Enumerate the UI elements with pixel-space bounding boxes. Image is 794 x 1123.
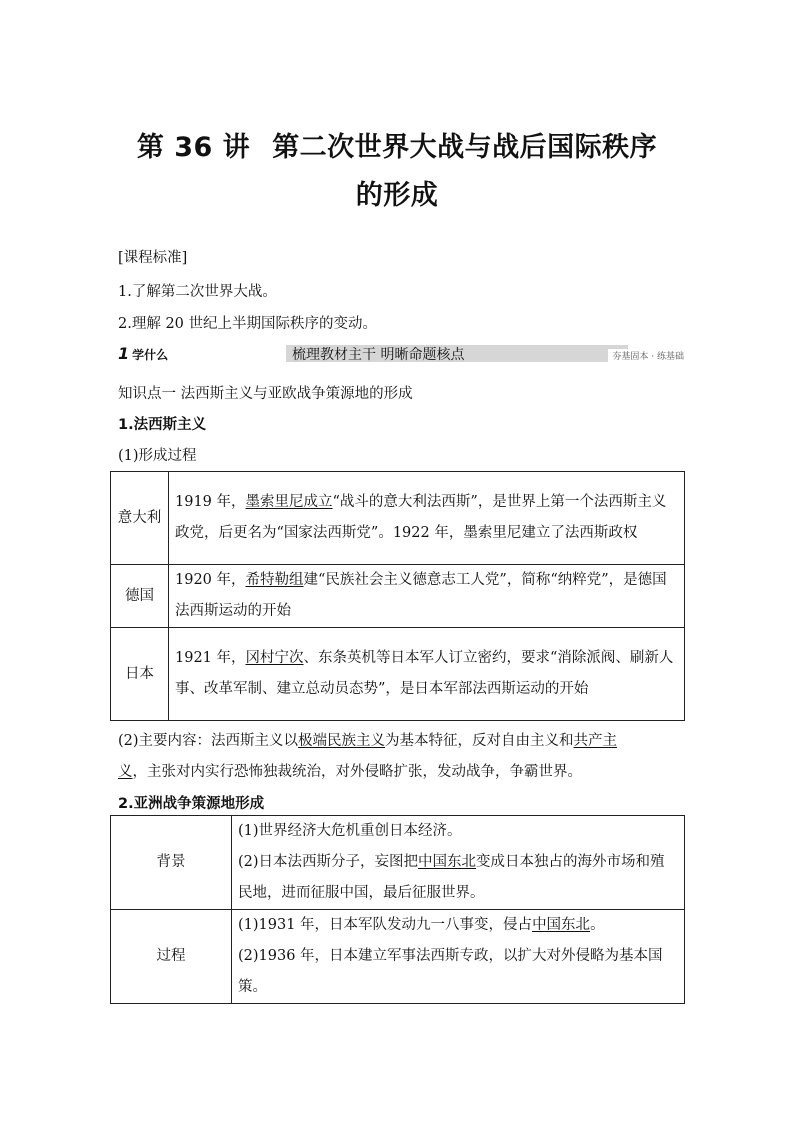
section-heading-asia: 2.亚洲战争策源地形成 bbox=[118, 796, 265, 812]
standards-heading: [课程标准] bbox=[118, 250, 188, 266]
background-label: 背景 bbox=[111, 816, 232, 910]
standard-item-2: 2.理解 20 世纪上半期国际秩序的变动。 bbox=[118, 316, 378, 332]
subheading-formation: (1)形成过程 bbox=[118, 448, 197, 464]
banner-logo: 1 学什么 bbox=[118, 344, 169, 363]
lesson-title-line2: 的形成 bbox=[355, 180, 439, 211]
section-banner bbox=[118, 342, 684, 366]
section-heading-fascism: 1.法西斯主义 bbox=[118, 417, 207, 433]
standard-item-1: 1.了解第二次世界大战。 bbox=[118, 284, 277, 300]
description-cell: 1921 年，冈村宁次、东条英机等日本军人订立密约，要求“消除派阀、刷新人事、改革军制、建立总动员态势”，是日本军部法西斯运动的开始 bbox=[169, 628, 685, 721]
country-cell: 德国 bbox=[111, 565, 169, 628]
country-cell: 日本 bbox=[111, 628, 169, 721]
lesson-number: 第 36 讲 bbox=[136, 132, 251, 163]
main-content-paragraph: (2)主要内容：法西斯主义以极端民族主义为基本特征，反对自由主义和共产主 义，主张对内实行恐怖独裁统治，对外侵略扩张，发动战争，争霸世界。 bbox=[118, 733, 618, 780]
table-row bbox=[111, 565, 685, 628]
process-cell: (1)1931 年，日本军队发动九一八事变，侵占中国东北。 (2)1936 年，日本建立军事法西斯专政，以扩大对外侵略为基本国策。 bbox=[232, 910, 685, 1004]
description-cell: 1920 年，希特勒组建“民族社会主义德意志工人党”，简称“纳粹党”，是德国法西斯运动的开始 bbox=[169, 565, 685, 628]
background-cell: (1)世界经济大危机重创日本经济。 (2)日本法西斯分子，妄图把中国东北变成日本独占的海外市场和殖民地，进而征服中国，最后征服世界。 bbox=[232, 816, 685, 910]
table-row bbox=[111, 816, 685, 910]
table-row bbox=[111, 472, 685, 565]
lesson-title bbox=[110, 124, 684, 220]
knowledge-point-title: 知识点一 法西斯主义与亚欧战争策源地的形成 bbox=[118, 386, 413, 402]
country-cell: 意大利 bbox=[111, 472, 169, 565]
formation-table bbox=[110, 471, 685, 721]
banner-center: 梳理教材主干 明晰命题核点 bbox=[286, 345, 628, 362]
table-row bbox=[111, 910, 685, 1004]
process-label: 过程 bbox=[111, 910, 232, 1004]
description-cell: 1919 年，墨索里尼成立“战斗的意大利法西斯”，是世界上第一个法西斯主义政党，后更名为“国家法西斯党”。1922 年，墨索里尼建立了法西斯政权 bbox=[169, 472, 685, 565]
asia-war-source-table bbox=[110, 815, 685, 1004]
table-row bbox=[111, 628, 685, 721]
banner-right-label: 夯基固本 · 练基础 bbox=[608, 349, 684, 362]
lesson-title-main: 第二次世界大战与战后国际秩序 bbox=[272, 132, 658, 163]
